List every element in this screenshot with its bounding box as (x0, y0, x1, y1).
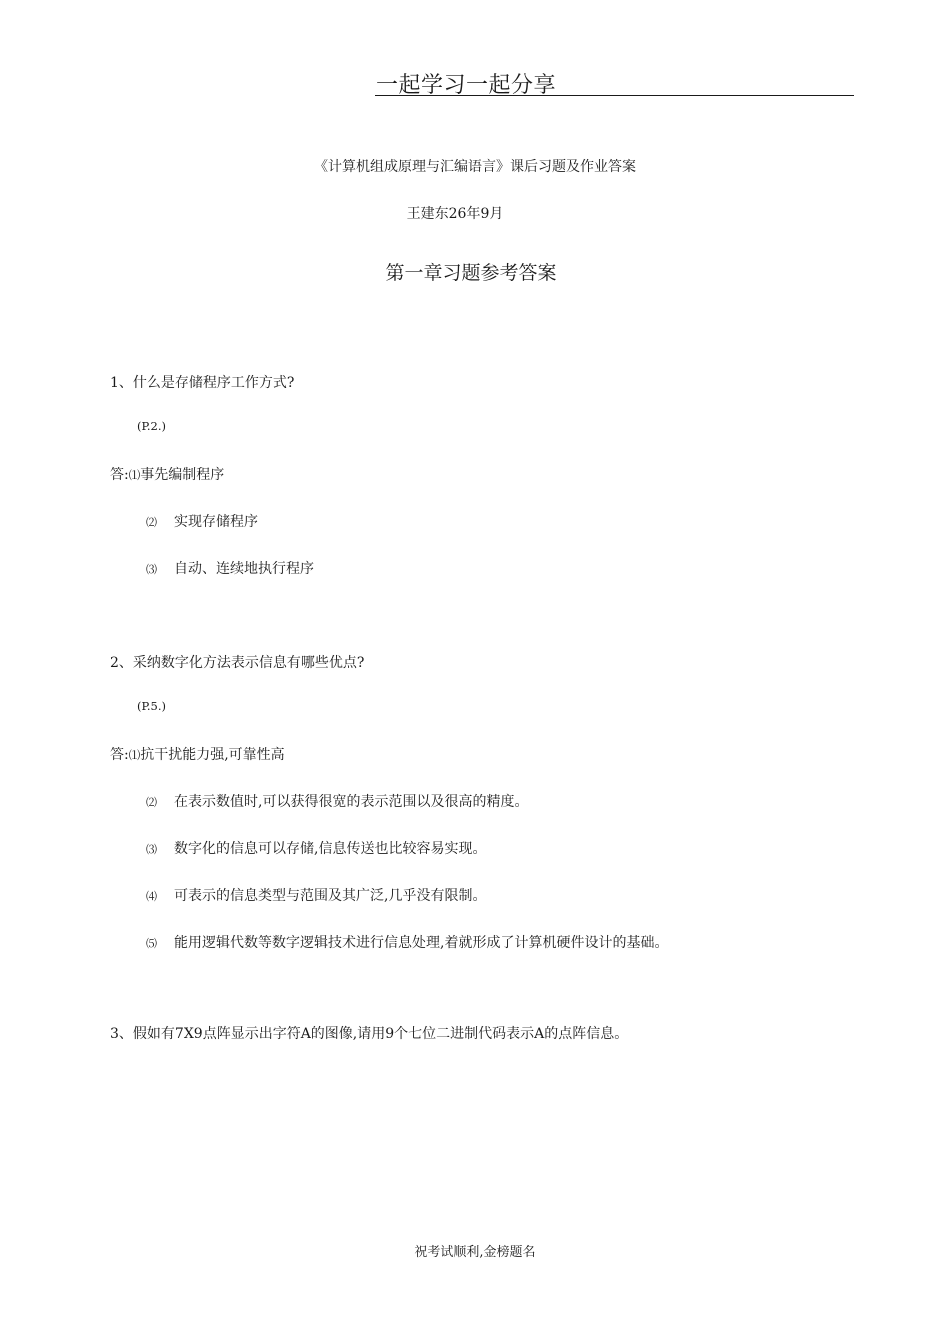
question-2-answer-5 (146, 932, 668, 952)
answer-text: 数字化的信息可以存储,信息传送也比较容易实现。 (174, 841, 487, 857)
document-title: 《计算机组成原理与汇编语言》课后习题及作业答案 (314, 159, 636, 175)
chapter-title: 第一章习题参考答案 (385, 262, 557, 284)
question-2-reference: (P.5.) (137, 699, 167, 713)
answer-number: ⑴ (128, 468, 141, 482)
answer-number: ⑵ (146, 796, 157, 809)
answer-number: ⑶ (146, 843, 157, 856)
answer-text: 自动、连续地执行程序 (174, 561, 314, 577)
question-1-answer-2 (146, 511, 258, 531)
page-header: 一起学习一起分享 (376, 73, 557, 98)
author-date: 王建东26年9月 (406, 206, 504, 222)
answer-text: 在表示数值时,可以获得很宽的表示范围以及很高的精度。 (174, 794, 529, 810)
answer-number: ⑸ (146, 937, 157, 950)
answer-text: 实现存储程序 (174, 514, 258, 530)
question-2-answer-1 (110, 744, 285, 764)
header-rule (375, 95, 854, 96)
question-1-answer-1 (110, 464, 224, 484)
answer-text: 能用逻辑代数等数字逻辑技术进行信息处理,着就形成了计算机硬件设计的基础。 (174, 935, 669, 951)
question-1: 1、什么是存储程序工作方式? (110, 375, 295, 391)
answer-text: 事先编制程序 (140, 467, 225, 483)
page-footer: 祝考试顺利,金榜题名 (414, 1245, 536, 1260)
answer-number: ⑴ (128, 748, 141, 762)
question-1-answer-3 (146, 558, 314, 578)
question-2-answer-3 (146, 838, 486, 858)
answer-number: ⑷ (146, 890, 157, 903)
question-2-answer-2 (146, 791, 528, 811)
question-3: 3、假如有7X9点阵显示出字符A的图像,请用9个七位二进制代码表示A的点阵信息。 (110, 1026, 629, 1042)
answer-text: 抗干扰能力强,可靠性高 (140, 747, 285, 763)
question-2-answer-4 (146, 885, 486, 905)
question-2: 2、采纳数字化方法表示信息有哪些优点? (110, 655, 365, 671)
question-1-reference: (P.2.) (137, 419, 167, 433)
answer-number: ⑵ (146, 516, 157, 529)
answer-prefix: 答: (110, 747, 129, 763)
answer-number: ⑶ (146, 563, 157, 576)
answer-prefix: 答: (110, 467, 129, 483)
answer-text: 可表示的信息类型与范围及其广泛,几乎没有限制。 (174, 888, 487, 904)
